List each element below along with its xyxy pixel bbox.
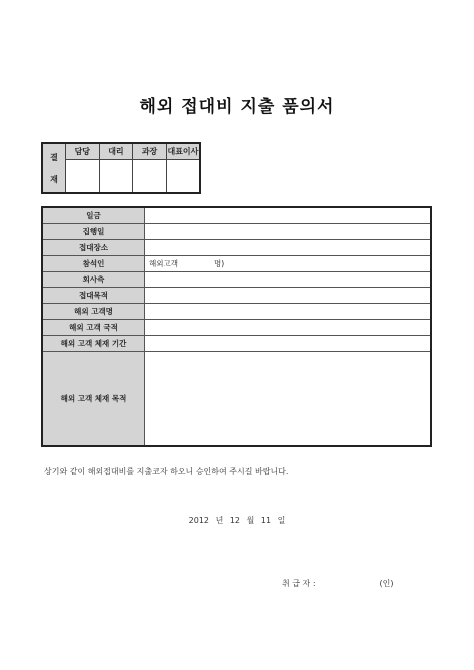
document-date (0, 515, 474, 526)
applicant-label: 취 급 자 : (282, 579, 316, 588)
row-label-purpose: 접대목적 (42, 288, 145, 304)
approval-side-bottom: 재 (50, 174, 58, 184)
amount-field[interactable] (145, 207, 432, 224)
row-label-client-nationality: 해외 고객 국적 (42, 320, 145, 336)
row-label-stay-period: 해외 고객 체재 기간 (42, 336, 145, 352)
approval-sign-ceo[interactable] (166, 160, 200, 194)
date-year-unit: 년 (215, 516, 224, 525)
attendees-suffix: 명) (213, 259, 225, 268)
approval-header-assistant-manager: 대리 (99, 143, 133, 160)
table-row (42, 256, 431, 272)
attendees-prefix: 해외고객 (149, 259, 178, 268)
table-row (42, 336, 431, 352)
table-row (42, 304, 431, 320)
stay-purpose-field[interactable] (145, 352, 432, 447)
date-month-unit: 월 (246, 516, 255, 525)
stay-period-field[interactable] (145, 336, 432, 352)
row-label-client-name: 해외 고객명 (42, 304, 145, 320)
document-title: 해외 접대비 지출 품의서 (139, 97, 335, 117)
company-side-field[interactable] (145, 272, 432, 288)
row-label-stay-purpose: 해외 고객 체재 목적 (42, 352, 145, 447)
date-day-unit: 일 (277, 516, 286, 525)
date-day: 11 (260, 516, 272, 525)
venue-field[interactable] (145, 240, 432, 256)
row-label-attendees: 참석인 (42, 256, 145, 272)
approval-side-top: 결 (50, 152, 58, 162)
table-row (42, 288, 431, 304)
approval-sign-staff[interactable] (66, 160, 100, 194)
attendees-field[interactable] (145, 256, 432, 272)
approval-side-label (42, 143, 66, 193)
date-month: 12 (229, 516, 241, 525)
date-year: 2012 (188, 516, 210, 525)
table-row (42, 207, 431, 224)
row-label-execution-date: 집행일 (42, 224, 145, 240)
approval-box (41, 142, 201, 194)
execution-date-field[interactable] (145, 224, 432, 240)
row-label-company-side: 회사측 (42, 272, 145, 288)
approval-header-ceo: 대표이사 (166, 143, 200, 160)
table-row (42, 224, 431, 240)
client-nationality-field[interactable] (145, 320, 432, 336)
table-row (42, 320, 431, 336)
table-row (42, 272, 431, 288)
purpose-field[interactable] (145, 288, 432, 304)
applicant-seal: (인) (379, 579, 394, 588)
applicant-line (282, 578, 394, 589)
row-label-amount: 일금 (42, 207, 145, 224)
row-label-venue: 접대장소 (42, 240, 145, 256)
approval-request-statement: 상기와 같이 해외접대비를 지출코자 하오니 승인하여 주시길 바랍니다. (44, 467, 289, 476)
expense-info-table (41, 206, 432, 447)
client-name-field[interactable] (145, 304, 432, 320)
table-row (42, 352, 431, 447)
approval-sign-manager[interactable] (133, 160, 167, 194)
approval-header-manager: 과장 (133, 143, 167, 160)
table-row (42, 240, 431, 256)
approval-header-staff: 담당 (66, 143, 100, 160)
approval-sign-assistant-manager[interactable] (99, 160, 133, 194)
